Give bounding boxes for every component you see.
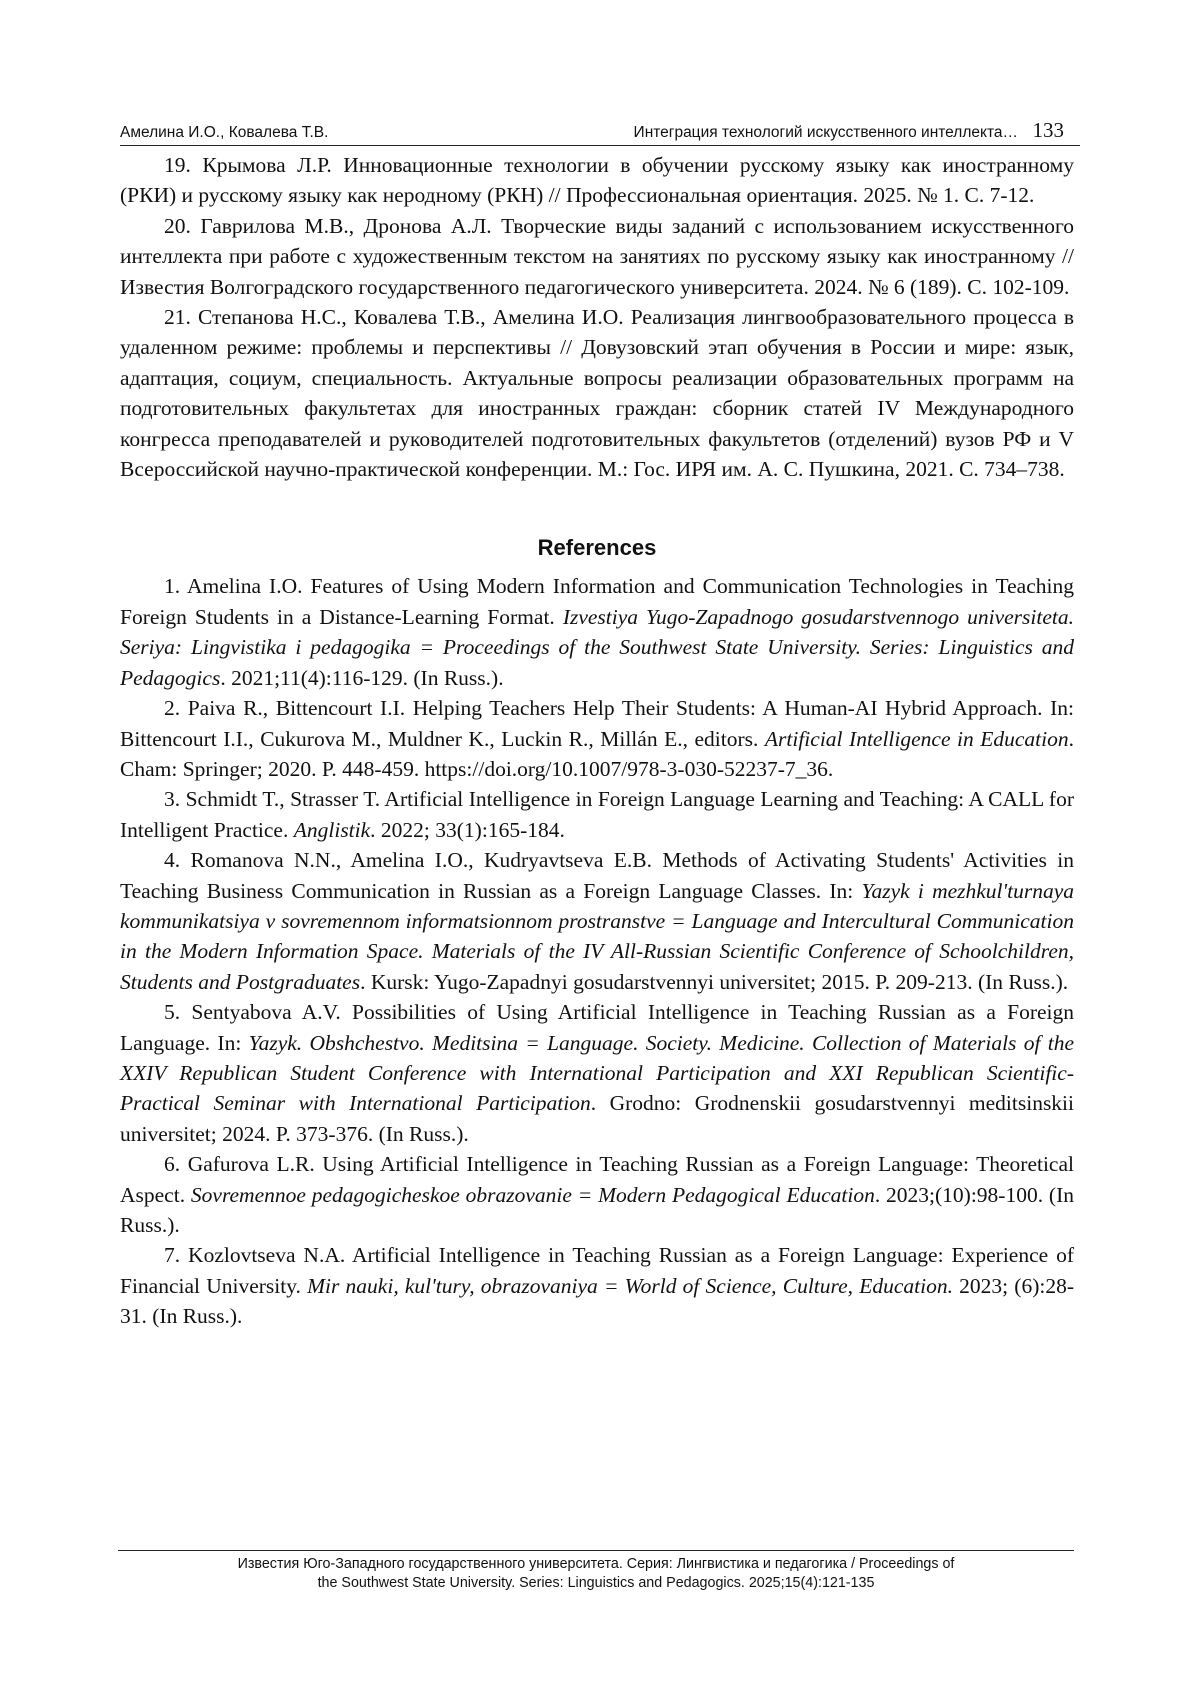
- reference-item: [120, 693, 1074, 784]
- reference-source-title: Izvestiya Yugo-Zapadnogo gosudarstvennogo universiteta. Seriya: Lingvistika i pedagogika = Proceedings of the Southwest State University. Series: Linguistics and Pedagogics: [120, 604, 1074, 690]
- header-article-title: Интеграция технологий искусственного интеллекта…: [633, 124, 1018, 141]
- reference-source-title: Sovremennoe pedagogicheskoe obrazovanie = Modern Pedagogical Education: [190, 1182, 875, 1207]
- reference-item: [120, 1149, 1074, 1240]
- reference-text: 6. Gafurova L.R. Using Artificial Intelligence in Teaching Russian as a Foreign Language: Theoretical Aspect.: [120, 1152, 1074, 1207]
- reference-item: [120, 571, 1074, 693]
- page-number: 133: [1032, 118, 1064, 142]
- reference-item: [120, 997, 1074, 1149]
- reference-source-title: Anglistik: [293, 817, 371, 842]
- reference-item: [120, 211, 1074, 302]
- reference-text: 2. Paiva R., Bittencourt I.I. Helping Teachers Help Their Students: A Human-AI Hybrid Approach. In: Bittencourt I.I., Cukurova M., Muldner K., Luckin R., Millán E., editors.: [120, 696, 1074, 751]
- reference-text: 5. Sentyabova A.V. Possibilities of Using Artificial Intelligence in Teaching Russian as a Foreign Language. In:: [120, 1000, 1074, 1055]
- references-heading: References: [537, 535, 657, 561]
- reference-source-title: Yazyk i mezhkul'turnaya kommunikatsiya v sovremennom informatsionnom prostranstve = Language and Intercultural Communication in the Modern Information Space. Materials of the IV All-Russian Scientific Conference of Schoolchildren, Students and Postgraduates: [120, 878, 1075, 994]
- journal-footer: [118, 1550, 1074, 1593]
- reference-text: 20. Гаврилова М.В., Дронова А.Л. Творческие виды заданий с использованием искусственного интеллекта при работе с художественным текстом на занятиях по русскому языку как иностранному // Известия Волгоградского государственного педагогического университета. 2024. № 6 (189). С. 102-109.: [120, 213, 1074, 299]
- reference-text: 4. Romanova N.N., Amelina I.O., Kudryavtseva E.B. Methods of Activating Students' Activities in Teaching Business Communication in Russian as a Foreign Language Classes. In:: [120, 848, 1074, 903]
- reference-text: 21. Степанова Н.С., Ковалева Т.В., Амелина И.О. Реализация лингвообразовательного процесса в удаленном режиме: проблемы и перспективы // Довузовский этап обучения в России и мире: язык, адаптация, социум, специальность. Актуальные вопросы реализации образовательных программ на подготовительных факультетах для иностранных граждан: сборник статей IV Международного конгресса преподавателей и руководителей подготовительных факультетов (отделений) вузов РФ и V Всероссийской научно-практической конференции. М.: Гос. ИРЯ им. А. С. Пушкина, 2021. С. 734–738.: [120, 305, 1074, 482]
- page-body: [120, 150, 1074, 1332]
- reference-text: 19. Крымова Л.Р. Инновационные технологии в обучении русскому языку как иностранному (РКИ) и русскому языку как неродному (РКН) // Профессиональная ориентация. 2025. № 1. С. 7-12.: [120, 153, 1074, 208]
- reference-source-title: Mir nauki, kul'tury, obrazovaniya = World of Science, Culture, Education.: [307, 1273, 953, 1298]
- reference-item: [120, 302, 1074, 484]
- footer-line-2: the Southwest State University. Series: Linguistics and Pedagogics. 2025;15(4):121-135: [317, 1575, 875, 1591]
- reference-source-title: Yazyk. Obshchestvo. Meditsina = Language. Society. Medicine. Collection of Materials of the XXIV Republican Student Conference with International Participation and XXI Republican Scientific-Practical Seminar with International Participation: [120, 1030, 1074, 1116]
- reference-item: [120, 845, 1074, 997]
- reference-item: [120, 150, 1074, 211]
- reference-text: 3. Schmidt T., Strasser T. Artificial Intelligence in Foreign Language Learning and Teaching: A CALL for Intelligent Practice.: [120, 787, 1074, 842]
- reference-item: [120, 1240, 1074, 1331]
- russian-reference-list: [120, 150, 1074, 484]
- running-header: [120, 119, 1080, 146]
- reference-text: . 2021;11(4):116-129. (In Russ.).: [220, 665, 504, 690]
- reference-text: . 2023;(10):98-100. (In Russ.).: [120, 1182, 1074, 1237]
- reference-text: . 2022; 33(1):165-184.: [370, 817, 565, 842]
- reference-text: . Kursk: Yugo-Zapadnyi gosudarstvennyi universitet; 2015. P. 209-213. (In Russ.).: [360, 969, 1069, 994]
- reference-text: 1. Amelina I.O. Features of Using Modern Information and Communication Technologies in Teaching Foreign Students in a Distance-Learning Format.: [120, 574, 1074, 629]
- reference-text: 7. Kozlovtseva N.A. Artificial Intelligence in Teaching Russian as a Foreign Language: Experience of Financial University.: [120, 1243, 1074, 1298]
- reference-text: . Grodno: Grodnenskii gosudarstvennyi meditsinskii universitet; 2024. P. 373-376. (In Russ.).: [120, 1091, 1075, 1146]
- reference-text: 2023; (6):28-31. (In Russ.).: [120, 1273, 1074, 1329]
- footer-line-1: Известия Юго-Западного государственного университета. Серия: Лингвистика и педагогика / Proceedings of: [237, 1556, 955, 1572]
- reference-source-title: Artificial Intelligence in Education: [764, 726, 1069, 751]
- reference-text: . Cham: Springer; 2020. P. 448-459. https://doi.org/10.1007/978-3-030-52237-7_36.: [120, 726, 1075, 781]
- english-reference-list: [120, 571, 1074, 1331]
- reference-item: [120, 784, 1074, 845]
- header-authors: Амелина И.О., Ковалева Т.В.: [120, 124, 329, 141]
